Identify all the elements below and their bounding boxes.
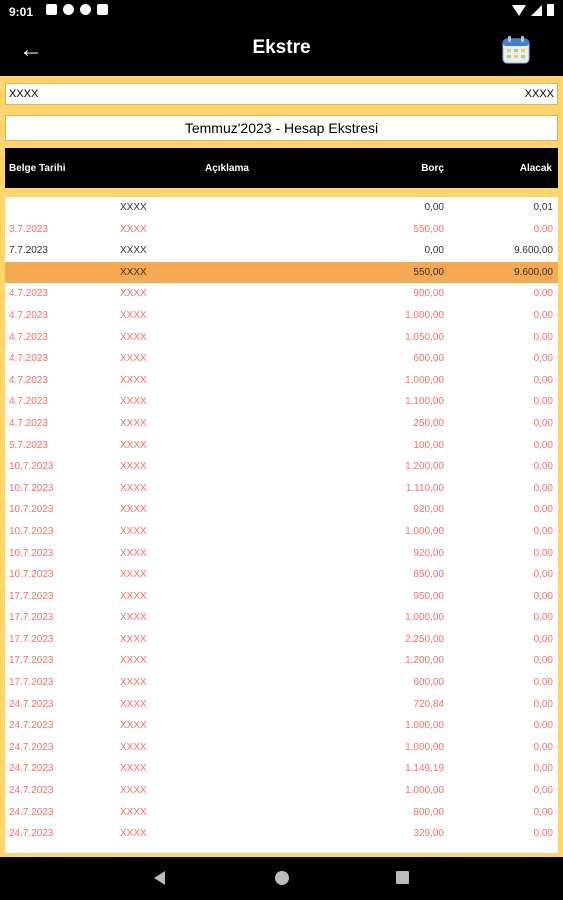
table-row[interactable]	[5, 672, 558, 694]
row-credit: 0,00	[533, 590, 553, 602]
row-date: 24.7.2023	[9, 763, 54, 775]
row-date: 24.7.2023	[9, 698, 54, 710]
row-credit: 0,00	[533, 806, 553, 818]
row-credit: 0,00	[533, 331, 553, 343]
statement-period-title: Temmuz'2023 - Hesap Ekstresi	[5, 115, 558, 141]
account-bar	[5, 83, 558, 105]
row-credit: 0,00	[533, 504, 553, 516]
sim-icon	[97, 4, 108, 15]
row-credit: 0,00	[533, 633, 553, 645]
signal-icon	[531, 5, 542, 16]
row-description: XXXX	[120, 202, 147, 213]
calendar-icon	[501, 35, 531, 65]
calendar-button[interactable]	[501, 35, 531, 65]
row-description: XXXX	[120, 633, 147, 645]
row-credit: 0,00	[533, 439, 553, 451]
row-debit: 1.000,00	[405, 309, 444, 321]
row-date: 4.7.2023	[9, 288, 48, 300]
row-debit: 100,00	[413, 439, 444, 451]
leaf-icon	[63, 4, 74, 15]
row-debit: 550,00	[413, 266, 444, 278]
table-row[interactable]	[5, 694, 558, 716]
row-date: 17.7.2023	[9, 655, 54, 667]
row-debit: 1.200,00	[405, 461, 444, 473]
page-title: Ekstre	[252, 37, 311, 58]
row-debit: 900,00	[413, 288, 444, 300]
row-credit: 0,00	[533, 698, 553, 710]
row-date: 4.7.2023	[9, 353, 48, 365]
row-credit: 0,00	[533, 785, 553, 797]
row-description: XXXX	[120, 288, 147, 300]
table-row[interactable]	[5, 564, 558, 586]
table-row[interactable]	[5, 715, 558, 737]
row-debit: 920,00	[413, 547, 444, 559]
triangle-back-icon[interactable]	[154, 871, 165, 885]
table-row[interactable]	[5, 629, 558, 651]
row-debit: 1.149,19	[405, 763, 444, 775]
row-date: 17.7.2023	[9, 633, 54, 645]
row-date: 4.7.2023	[9, 331, 48, 343]
table-row[interactable]	[5, 348, 558, 370]
table-row[interactable]	[5, 823, 558, 845]
row-description: XXXX	[120, 720, 147, 732]
row-description: XXXX	[120, 547, 147, 559]
statement-table[interactable]	[5, 197, 558, 853]
status-bar	[0, 0, 563, 24]
circle-home-icon[interactable]	[275, 871, 289, 885]
table-row[interactable]	[5, 737, 558, 759]
row-date: 4.7.2023	[9, 309, 48, 321]
row-credit: 0,00	[533, 482, 553, 494]
row-debit: 550,00	[413, 223, 444, 235]
row-credit: 0,00	[533, 741, 553, 753]
row-description: XXXX	[120, 612, 147, 624]
row-debit: 0,00	[424, 245, 444, 257]
table-row[interactable]	[5, 456, 558, 478]
column-header-credit: Alacak	[519, 163, 552, 174]
table-row[interactable]	[5, 586, 558, 608]
column-header-description: Açıklama	[205, 163, 249, 174]
row-credit: 0,00	[533, 288, 553, 300]
row-date: 17.7.2023	[9, 590, 54, 602]
table-row[interactable]	[5, 370, 558, 392]
row-credit: 0,00	[533, 828, 553, 840]
row-description: XXXX	[120, 309, 147, 321]
content-area	[0, 76, 563, 857]
row-debit: 1.000,00	[405, 612, 444, 624]
status-time: 9:01	[9, 5, 34, 19]
row-credit: 0,00	[533, 309, 553, 321]
row-credit: 9.600,00	[514, 266, 553, 278]
row-description: XXXX	[120, 806, 147, 818]
row-credit: 0,00	[533, 720, 553, 732]
row-debit: 1.000,00	[405, 785, 444, 797]
table-row[interactable]	[5, 780, 558, 802]
row-credit: 9.600,00	[514, 245, 553, 257]
row-debit: 1.000,00	[405, 374, 444, 386]
row-credit: 0,00	[533, 655, 553, 667]
row-debit: 600,00	[413, 353, 444, 365]
row-debit: 920,00	[413, 504, 444, 516]
row-debit: 329,00	[413, 828, 444, 840]
row-description: XXXX	[120, 374, 147, 386]
table-row[interactable]	[5, 240, 558, 262]
row-description: XXXX	[120, 439, 147, 451]
row-date: 10.7.2023	[9, 569, 54, 581]
row-debit: 1.000,00	[405, 720, 444, 732]
row-description: XXXX	[120, 785, 147, 797]
table-row[interactable]	[5, 478, 558, 500]
battery-icon	[547, 4, 554, 16]
row-debit: 1.050,00	[405, 331, 444, 343]
row-debit: 720,84	[413, 698, 444, 710]
system-icons	[512, 4, 554, 16]
table-row[interactable]	[5, 413, 558, 435]
row-debit: 850,00	[413, 569, 444, 581]
row-description: XXXX	[120, 417, 147, 429]
row-credit: 0,01	[533, 202, 553, 213]
row-credit: 0,00	[533, 547, 553, 559]
row-date: 10.7.2023	[9, 461, 54, 473]
row-date: 10.7.2023	[9, 547, 54, 559]
row-debit: 2.250,00	[405, 633, 444, 645]
table-row[interactable]	[5, 521, 558, 543]
row-date: 10.7.2023	[9, 504, 54, 516]
row-debit: 0,00	[424, 202, 444, 213]
table-row[interactable]	[5, 435, 558, 457]
table-row[interactable]	[5, 499, 558, 521]
row-credit: 0,00	[533, 525, 553, 537]
row-date: 17.7.2023	[9, 612, 54, 624]
row-date: 17.7.2023	[9, 677, 54, 689]
table-row[interactable]	[5, 305, 558, 327]
row-description: XXXX	[120, 763, 147, 775]
row-date: 24.7.2023	[9, 741, 54, 753]
row-credit: 0,00	[533, 612, 553, 624]
table-row[interactable]	[5, 391, 558, 413]
wifi-icon	[512, 5, 526, 16]
row-date: 4.7.2023	[9, 417, 48, 429]
table-row[interactable]	[5, 650, 558, 672]
notification-icons	[46, 4, 108, 15]
row-date: 5.7.2023	[9, 439, 48, 451]
arrow-left-icon: ←	[19, 36, 43, 63]
table-row[interactable]	[5, 219, 558, 241]
table-row[interactable]	[5, 543, 558, 565]
row-description: XXXX	[120, 828, 147, 840]
row-date: 24.7.2023	[9, 828, 54, 840]
column-header-debit: Borç	[421, 163, 444, 174]
row-description: XXXX	[120, 396, 147, 408]
row-credit: 0,00	[533, 353, 553, 365]
row-debit: 950,00	[413, 590, 444, 602]
row-date: 7.7.2023	[9, 245, 48, 257]
row-description: XXXX	[120, 353, 147, 365]
row-debit: 600,00	[413, 677, 444, 689]
account-name: XXXX	[524, 88, 554, 100]
row-description: XXXX	[120, 698, 147, 710]
navigation-bar	[0, 857, 563, 900]
table-row[interactable]	[5, 197, 558, 219]
row-description: XXXX	[120, 223, 147, 235]
row-date: 24.7.2023	[9, 806, 54, 818]
row-description: XXXX	[120, 461, 147, 473]
row-description: XXXX	[120, 741, 147, 753]
row-credit: 0,00	[533, 763, 553, 775]
table-row[interactable]	[5, 758, 558, 780]
row-debit: 1.110,00	[405, 482, 444, 494]
row-description: XXXX	[120, 525, 147, 537]
row-debit: 1.200,00	[405, 655, 444, 667]
notification-icon	[46, 4, 57, 15]
row-date: 24.7.2023	[9, 785, 54, 797]
row-credit: 0,00	[533, 396, 553, 408]
row-debit: 250,00	[413, 417, 444, 429]
row-date: 10.7.2023	[9, 482, 54, 494]
app-bar	[0, 24, 563, 76]
row-description: XXXX	[120, 331, 147, 343]
row-credit: 0,00	[533, 417, 553, 429]
row-credit: 0,00	[533, 677, 553, 689]
table-row[interactable]	[5, 262, 558, 284]
row-description: XXXX	[120, 590, 147, 602]
row-date: 3.7.2023	[9, 223, 48, 235]
row-debit: 1.000,00	[405, 525, 444, 537]
table-row[interactable]	[5, 283, 558, 305]
square-recents-icon[interactable]	[396, 871, 409, 884]
row-description: XXXX	[120, 266, 147, 278]
row-credit: 0,00	[533, 569, 553, 581]
table-row[interactable]	[5, 607, 558, 629]
row-date: 10.7.2023	[9, 525, 54, 537]
p-icon	[80, 4, 91, 15]
row-debit: 1.000,00	[405, 741, 444, 753]
row-date: 4.7.2023	[9, 374, 48, 386]
row-date: 4.7.2023	[9, 396, 48, 408]
row-credit: 0,00	[533, 461, 553, 473]
row-description: XXXX	[120, 245, 147, 257]
table-row[interactable]	[5, 327, 558, 349]
table-header	[5, 148, 558, 188]
table-row[interactable]	[5, 802, 558, 824]
row-credit: 0,00	[533, 374, 553, 386]
row-date: 24.7.2023	[9, 720, 54, 732]
row-description: XXXX	[120, 677, 147, 689]
account-code: XXXX	[9, 88, 39, 100]
row-debit: 1.100,00	[405, 396, 444, 408]
column-header-date: Belge Tarihi	[9, 163, 66, 174]
row-description: XXXX	[120, 569, 147, 581]
row-description: XXXX	[120, 504, 147, 516]
row-description: XXXX	[120, 655, 147, 667]
row-debit: 800,00	[413, 806, 444, 818]
row-description: XXXX	[120, 482, 147, 494]
row-credit: 0,00	[533, 223, 553, 235]
